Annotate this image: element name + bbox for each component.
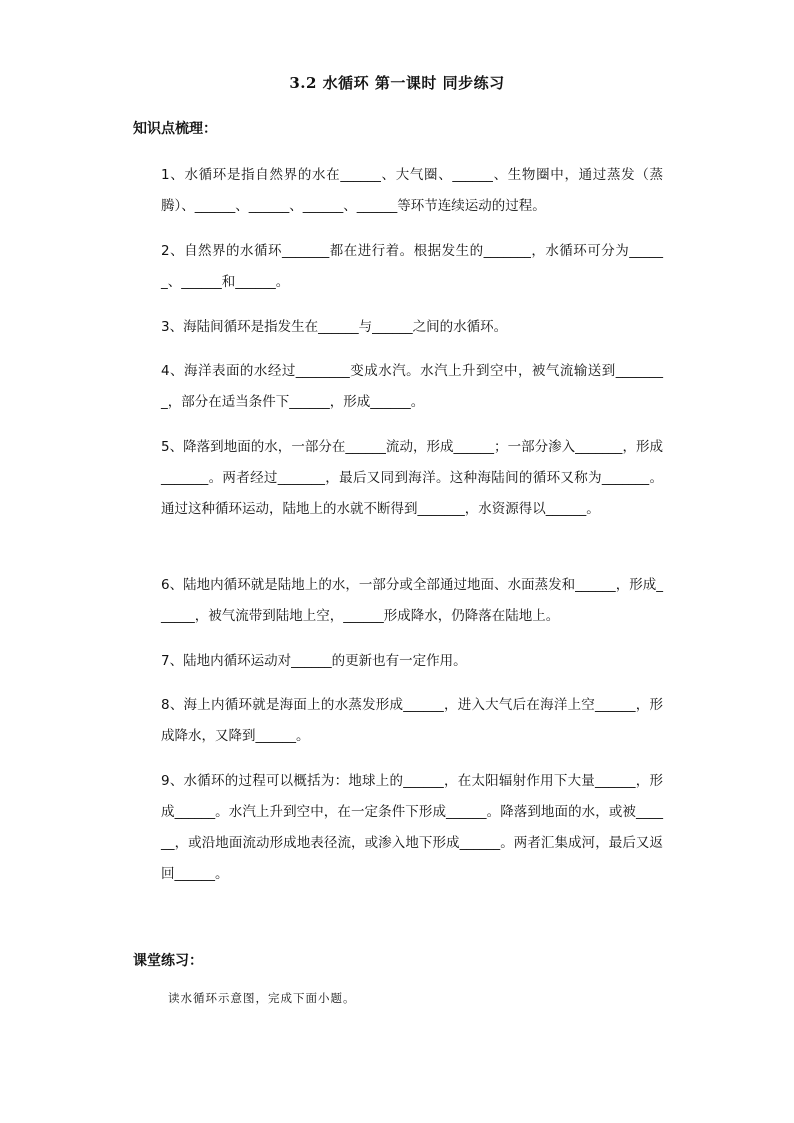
question-4: 4、海洋表面的水经过________变成水汽。水汽上升到空中，被气流输送到________，部分在适当条件下______，形成______。 [161,363,663,410]
question-8: 8、海上内循环就是海面上的水蒸发形成______，进入大气后在海洋上空______，形成降水，又降到______。 [161,697,663,744]
question-1: 1、水循环是指自然界的水在______、大气圈、______、生物圈中，通过蒸发（蒸腾）、______、______、______、______等环节连续运动的过程。 [161,167,663,214]
question-2: 2、自然界的水循环_______都在进行着。根据发生的_______，水循环可分为______、______和______。 [161,243,663,290]
question-9: 9、水循环的过程可以概括为：地球上的______，在太阳辐射作用下大量______，形成______。水汽上升到空中，在一定条件下形成______。降落到地面的水，或被______，或沿地面流动形成地表径流，或渗入地下形成______。两者汇集成河，最后又返回______。 [161,773,663,882]
knowledge-heading: 知识点梳理： [133,121,217,137]
practice-intro: 读水循环示意图，完成下面小题。 [168,991,356,1005]
question-7: 7、陆地内循环运动对______的更新也有一定作用。 [161,653,467,669]
practice-heading: 课堂练习： [133,953,203,969]
question-6: 6、陆地内循环就是陆地上的水，一部分或全部通过地面、水面蒸发和______，形成______，被气流带到陆地上空，______形成降水，仍降落在陆地上。 [161,577,663,624]
page-title: 3.2 水循环 第一课时 同步练习 [289,74,505,92]
question-3: 3、海陆间循环是指发生在______与______之间的水循环。 [161,319,508,335]
question-5: 5、降落到地面的水，一部分在______流动，形成______；一部分渗入_______，形成_______。两者经过_______，最后又同到海洋。这种海陆间的循环又称为_______。通过这种循环运动，陆地上的水就不断得到_______，水资源得以______。 [161,439,663,517]
